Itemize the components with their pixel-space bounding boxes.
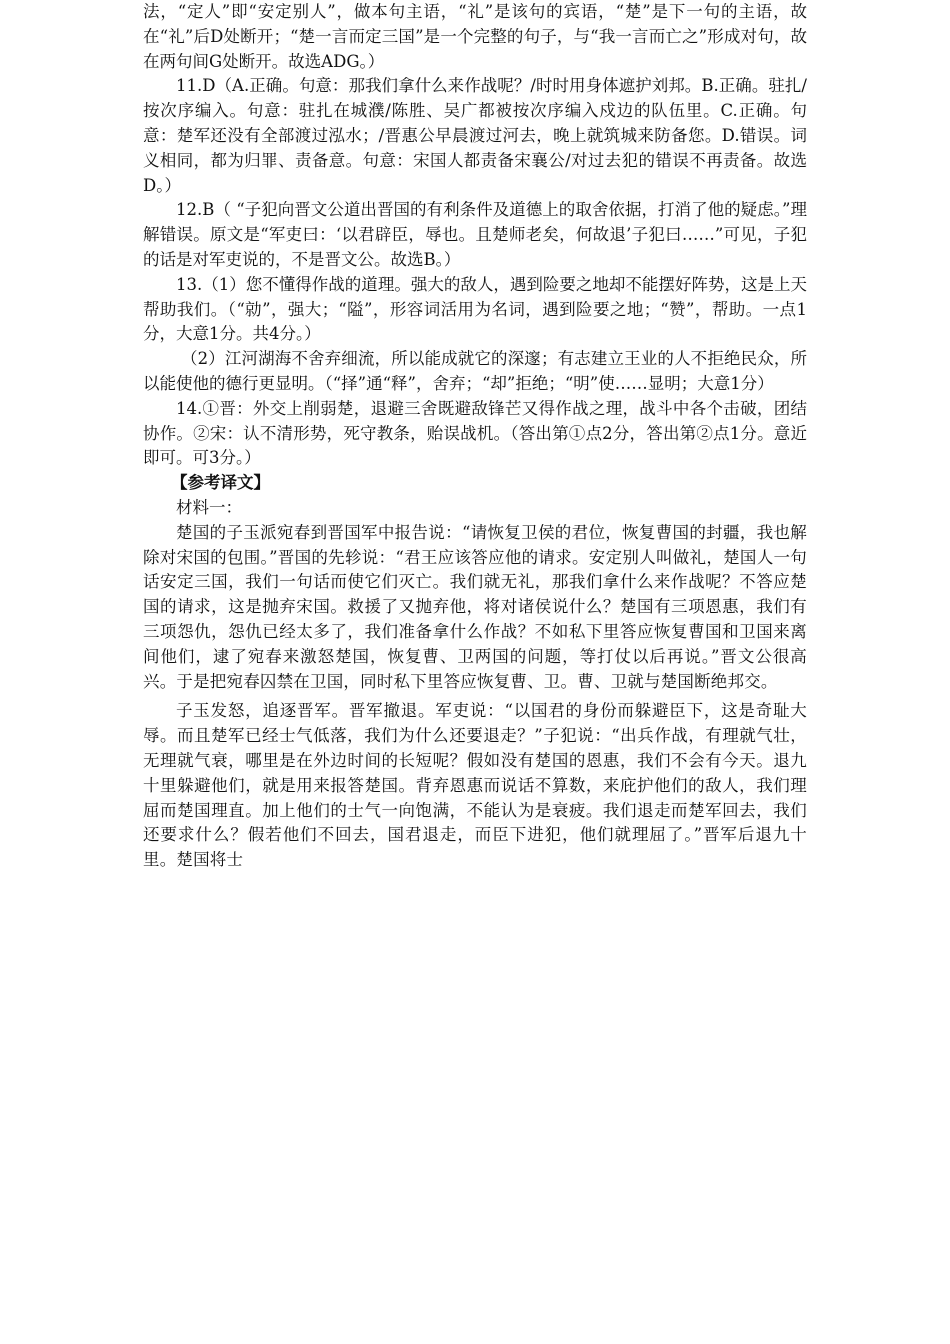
document-body	[143, 0, 807, 873]
answer-13-2: （2）江河湖海不舍弃细流，所以能成就它的深邃；有志建立王业的人不拒绝民众，所以能使他的德行更显明。（“择”通“释”，舍弃；“却”拒绝；“明”使……显明；大意1分）	[143, 349, 807, 393]
answer-13-1: 13.（1）您不懂得作战的道理。强大的敌人，遇到险要之地却不能摆好阵势，这是上天帮助我们。（“勍”，强大；“隘”，形容词活用为名词，遇到险要之地；“赞”，帮助。一点1分，大意1分。共4分。）	[143, 274, 807, 344]
translation-paragraph-1: 楚国的子玉派宛春到晋国军中报告说：“请恢复卫侯的君位，恢复曹国的封疆，我也解除对宋国的包围。”晋国的先轸说：“君王应该答应他的请求。安定别人叫做礼，楚国人一句话安定三国，我们一句话而使它们灭亡。我们就无礼，那我们拿什么来作战呢？不答应楚国的请求，这是抛弃宋国。救援了又抛弃他，将对诸侯说什么？楚国有三项恩惠，我们有三项怨仇，怨仇已经太多了，我们准备拿什么作战？不如私下里答应恢复曹国和卫国来离间他们，逮了宛春来激怒楚国，恢复曹、卫两国的问题，等打仗以后再说。”晋文公很高兴。于是把宛春囚禁在卫国，同时私下里答应恢复曹、卫。曹、卫就与楚国断绝邦交。	[143, 522, 807, 691]
translation-heading: 【参考译文】	[171, 473, 271, 493]
answer-11: 11.D（A.正确。句意：那我们拿什么来作战呢？/时时用身体遮护刘邦。B.正确。驻扎/按次序编入。句意：驻扎在城濮/陈胜、吴广都被按次序编入戍边的队伍里。C.正确。句意：楚军还没有全部渡过泓水；/晋惠公早晨渡过河去，晚上就筑城来防备您。D.错误。词义相同，都为归罪、责备意。句意：宋国人都责备宋襄公/对过去犯的错误不再责备。故选D。）	[143, 76, 807, 195]
answer-12: 12.B（ “子犯向晋文公道出晋国的有利条件及道德上的取舍依据，打消了他的疑虑。”理解错误。原文是“军吏曰：‘以君辟臣，辱也。且楚师老矣，何故退’子犯曰……”可见，子犯的话是对军吏说的，不是晋文公。故选B。）	[143, 200, 807, 269]
material-label: 材料一：	[176, 497, 242, 517]
answer-14: 14.①晋：外交上削弱楚，退避三舍既避敌锋芒又得作战之理，战斗中各个击破，团结协作。②宋：认不清形势，死守教条，贻误战机。（答出第①点2分，答出第②点1分。意近即可。可3分。）	[143, 398, 807, 468]
translation-paragraph-2: 子玉发怒，追逐晋军。晋军撤退。军吏说：“以国君的身份而躲避臣下，这是奇耻大辱。而且楚军已经士气低落，我们为什么还要退走？”子犯说：“出兵作战，有理就气壮，无理就气衰，哪里是在外边时间的长短呢？假如没有楚国的恩惠，我们不会有今天。退九十里躲避他们，就是用来报答楚国。背弃恩惠而说话不算数，来庇护他们的敌人，我们理屈而楚国理直。加上他们的士气一向饱满，不能认为是衰疲。我们退走而楚军回去，我们还要求什么？假若他们不回去，国君退走，而臣下进犯，他们就理屈了。”晋军后退九十里。楚国将士	[143, 701, 807, 870]
answer-continuation: 法，“定人”即“安定别人”，做本句主语，“礼”是该句的宾语，“楚”是下一句的主语，故在“礼”后D处断开；“楚一言而定三国”是一个完整的句子，与“我一言而亡之”形成对句，故在两句间G处断开。故选ADG。）	[143, 2, 807, 71]
